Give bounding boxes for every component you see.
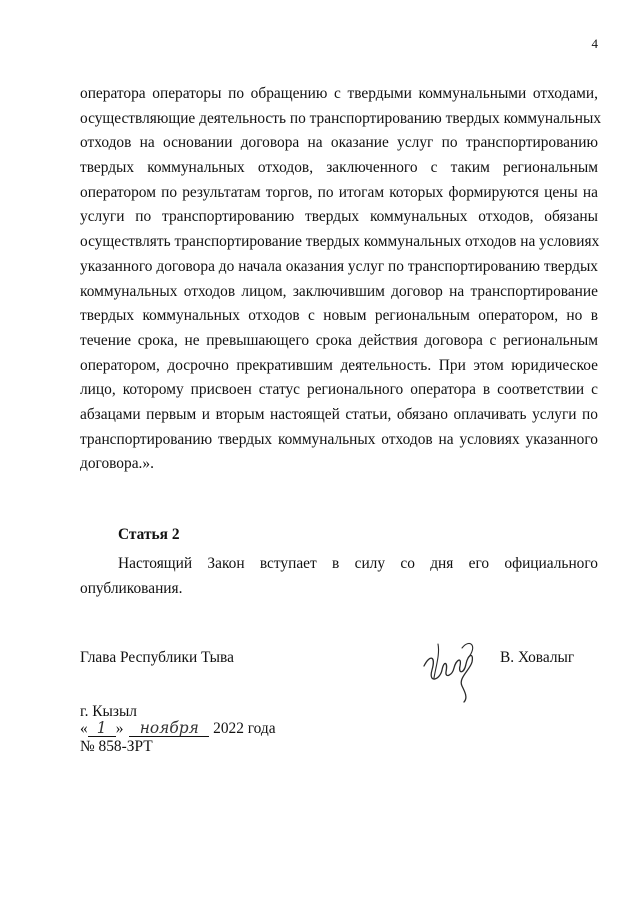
paragraph-line: коммунальных отходов лицом, заключившим договор на транспортирование [80, 282, 598, 300]
paragraph-line: твердых коммунальных отходов с новым региональным оператором, но в [80, 307, 598, 325]
paragraph-line: оператором, досрочно прекратившим деятельность. При этом юридическое [80, 356, 598, 374]
handwritten-signature [418, 626, 482, 704]
signer-name: В. Ховалыг [500, 649, 575, 666]
article-2-heading: Статья 2 [118, 526, 180, 543]
paragraph-line: осуществляющие деятельность по транспортированию твердых коммунальных [80, 109, 602, 127]
date-year: 2022 года [213, 720, 276, 737]
date-line [80, 720, 276, 738]
article-2-text [80, 552, 598, 601]
paragraph-line: оператора операторы по обращению с твердыми коммунальными отходами, [80, 85, 598, 102]
page-number: 4 [591, 36, 598, 51]
paragraph-line: абзацами первым и вторым настоящей статьи, обязано оплачивать услуги по [80, 405, 598, 423]
paragraph-line: отходов на основании договора на оказание услуг по транспортированию [80, 134, 598, 152]
paragraph-line: указанного договора до начала оказания услуг по транспортированию твердых [80, 257, 598, 275]
paragraph-line: услуги по транспортированию твердых коммунальных отходов, обязаны [80, 208, 598, 226]
article-1-continuation-paragraph [80, 82, 602, 477]
quote-close: » [115, 720, 124, 737]
paragraph-line: твердых коммунальных отходов, заключенного с таким региональным [80, 159, 598, 177]
article-2-line: Настоящий Закон вступает в силу со дня его официального [118, 555, 598, 572]
paragraph-line: лицо, которому присвоен статус регионального оператора в соответствии с [80, 381, 598, 399]
paragraph-line: течение срока, не превышающего срока действия договора с региональным [80, 331, 598, 349]
date-month: ноября [129, 721, 209, 737]
signer-title: Глава Республики Тыва [80, 649, 234, 666]
document-number: № 858-ЗРТ [80, 738, 153, 755]
paragraph-line: оператором по результатам торгов, по итогам которых формируются цены на [80, 183, 598, 201]
quote-open: « [80, 720, 88, 737]
paragraph-line: осуществлять транспортирование твердых коммунальных отходов на условиях [80, 233, 600, 251]
date-day: 1 [88, 721, 116, 737]
article-2-line: опубликования. [80, 579, 183, 597]
paragraph-line: договора.». [80, 455, 154, 473]
city: г. Кызыл [80, 703, 137, 720]
paragraph-line: транспортированию твердых коммунальных отходов на условиях указанного [80, 430, 598, 448]
